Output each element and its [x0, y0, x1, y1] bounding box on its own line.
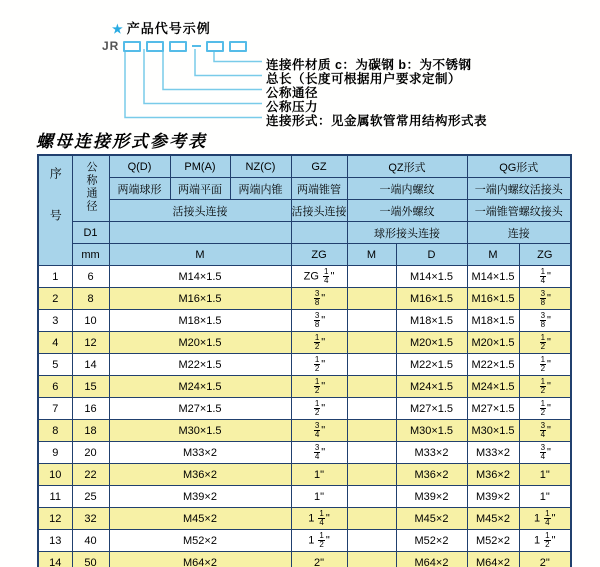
cell-zg: $\frac{3}{4}$ ": [291, 420, 347, 442]
cell-qg-zg: $\frac{1}{2}$ ": [519, 354, 571, 376]
header-unit-qz-m: M: [347, 244, 396, 266]
header-col-qd: Q(D): [109, 155, 170, 178]
cell-qg-zg: $\frac{3}{8}$ ": [519, 288, 571, 310]
header-dn: 公称通径: [72, 155, 109, 222]
cell-zg: $\frac{1}{2}$ ": [291, 398, 347, 420]
header-row-1: [38, 155, 571, 178]
header-sub-qd: 两端球形: [109, 178, 170, 200]
cell-zg: 1": [291, 464, 347, 486]
header-col-qz: QZ形式: [347, 155, 467, 178]
cell-dn-mm: 18: [72, 420, 109, 442]
table-header: [38, 155, 571, 266]
cell-zg: ZG $\frac{1}{4}$ ": [291, 266, 347, 288]
cell-zg: $\frac{1}{2}$ ": [291, 332, 347, 354]
table-row: [38, 552, 571, 567]
code-box-1: [123, 41, 141, 52]
cell-qz-d: M20×1.5: [396, 332, 467, 354]
code-prefix: JR: [102, 39, 120, 53]
cell-qg-zg: $\frac{3}{8}$ ": [519, 310, 571, 332]
table-row: [38, 530, 571, 552]
product-code-row: [102, 39, 252, 53]
table-row: [38, 508, 571, 530]
cell-qg-m: M18×1.5: [467, 310, 519, 332]
cell-seq: 11: [38, 486, 72, 508]
star-icon: ★: [112, 22, 124, 36]
table-row: [38, 310, 571, 332]
cell-m: M18×1.5: [109, 310, 291, 332]
cell-zg: $\frac{1}{2}$ ": [291, 376, 347, 398]
cell-qg-zg: $\frac{1}{4}$ ": [519, 266, 571, 288]
cell-m: M24×1.5: [109, 376, 291, 398]
cell-qg-zg: 1": [519, 486, 571, 508]
cell-qz-m: [347, 266, 396, 288]
cell-qz-m: [347, 464, 396, 486]
cell-qz-d: M36×2: [396, 464, 467, 486]
cell-qz-d: M22×1.5: [396, 354, 467, 376]
header-union-left: 活接头连接: [109, 200, 291, 222]
cell-m: M33×2: [109, 442, 291, 464]
cell-zg: $\frac{3}{8}$ ": [291, 288, 347, 310]
cell-qg-zg: 1 $\frac{1}{4}$ ": [519, 508, 571, 530]
cell-seq: 10: [38, 464, 72, 486]
header-sub-qg: 一端内螺纹活接头: [467, 178, 571, 200]
cell-dn-mm: 20: [72, 442, 109, 464]
cell-dn-mm: 40: [72, 530, 109, 552]
table-body: [38, 266, 571, 567]
cell-seq: 3: [38, 310, 72, 332]
table-row: [38, 420, 571, 442]
diagram-title: [112, 18, 211, 37]
cell-qz-m: [347, 332, 396, 354]
header-mm: mm: [72, 244, 109, 266]
header-unit-qg-m: M: [467, 244, 519, 266]
cell-zg: 2": [291, 552, 347, 567]
cell-qg-m: M27×1.5: [467, 398, 519, 420]
cell-seq: 13: [38, 530, 72, 552]
cell-m: M22×1.5: [109, 354, 291, 376]
header-unit-m: M: [109, 244, 291, 266]
table-row: [38, 464, 571, 486]
table-row: [38, 376, 571, 398]
cell-qg-zg: $\frac{1}{2}$ ": [519, 376, 571, 398]
cell-dn-mm: 8: [72, 288, 109, 310]
table-row: [38, 354, 571, 376]
cell-zg: $\frac{1}{2}$ ": [291, 354, 347, 376]
cell-seq: 7: [38, 398, 72, 420]
table-row: [38, 332, 571, 354]
cell-qg-zg: $\frac{1}{2}$ ": [519, 332, 571, 354]
code-box-3: [169, 41, 187, 52]
table-title: 螺母连接形式参考表: [36, 132, 207, 152]
cell-qz-d: M18×1.5: [396, 310, 467, 332]
cell-seq: 1: [38, 266, 72, 288]
cell-qg-m: M39×2: [467, 486, 519, 508]
cell-qg-zg: 1": [519, 464, 571, 486]
cell-qz-m: [347, 552, 396, 567]
cell-qz-m: [347, 420, 396, 442]
cell-zg: $\frac{3}{8}$ ": [291, 310, 347, 332]
cell-qg-zg: $\frac{3}{4}$ ": [519, 442, 571, 464]
cell-zg: $\frac{3}{4}$ ": [291, 442, 347, 464]
cell-seq: 8: [38, 420, 72, 442]
cell-m: M20×1.5: [109, 332, 291, 354]
code-box-2: [146, 41, 164, 52]
cell-qz-m: [347, 354, 396, 376]
cell-m: M52×2: [109, 530, 291, 552]
code-box-5: [229, 41, 247, 52]
cell-dn-mm: 32: [72, 508, 109, 530]
cell-qz-d: M30×1.5: [396, 420, 467, 442]
cell-qz-d: M33×2: [396, 442, 467, 464]
header-row-3: [38, 200, 571, 222]
cell-qz-d: M14×1.5: [396, 266, 467, 288]
cell-m: M30×1.5: [109, 420, 291, 442]
cell-dn-mm: 15: [72, 376, 109, 398]
diagram-title-text: 产品代号示例: [126, 21, 211, 36]
cell-qz-d: M24×1.5: [396, 376, 467, 398]
cell-qz-d: M64×2: [396, 552, 467, 567]
cell-seq: 9: [38, 442, 72, 464]
cell-seq: 14: [38, 552, 72, 567]
cell-qg-zg: $\frac{1}{2}$ ": [519, 398, 571, 420]
cell-qz-m: [347, 398, 396, 420]
header-row-2: [38, 178, 571, 200]
cell-m: M14×1.5: [109, 266, 291, 288]
label-connection-form: 连接形式：见金属软管常用结构形式表: [266, 114, 488, 128]
cell-qg-m: M22×1.5: [467, 354, 519, 376]
cell-qz-m: [347, 508, 396, 530]
cell-qg-zg: 2": [519, 552, 571, 567]
cell-qz-d: M16×1.5: [396, 288, 467, 310]
cell-zg: 1 $\frac{1}{4}$ ": [291, 508, 347, 530]
cell-qg-m: M52×2: [467, 530, 519, 552]
header-unit-qg-zg: ZG: [519, 244, 571, 266]
code-dash: [192, 45, 201, 47]
cell-seq: 12: [38, 508, 72, 530]
cell-qz-d: M52×2: [396, 530, 467, 552]
cell-dn-mm: 10: [72, 310, 109, 332]
cell-dn-mm: 22: [72, 464, 109, 486]
header-col-qg: QG形式: [467, 155, 571, 178]
label-total-length: 总长（长度可根据用户要求定制）: [266, 72, 462, 86]
header-connect-qg: 连接: [467, 222, 571, 244]
cell-m: M27×1.5: [109, 398, 291, 420]
table-row: [38, 398, 571, 420]
cell-seq: 2: [38, 288, 72, 310]
header-sub-gz: 两端锥管: [291, 178, 347, 200]
cell-dn-mm: 16: [72, 398, 109, 420]
cell-qz-m: [347, 310, 396, 332]
table-row: [38, 486, 571, 508]
header-sub-nzc: 两端内锥: [230, 178, 291, 200]
header-seq: 序号: [38, 155, 72, 266]
table-row: [38, 442, 571, 464]
header-d1: D1: [72, 222, 109, 244]
header-ball-joint-qz: 球形接头连接: [347, 222, 467, 244]
header-blank-gz: [291, 222, 347, 244]
cell-qg-m: M30×1.5: [467, 420, 519, 442]
cell-m: M64×2: [109, 552, 291, 567]
label-nominal-pn: 公称压力: [266, 100, 319, 114]
cell-qg-m: M64×2: [467, 552, 519, 567]
header-row-4: [38, 222, 571, 244]
cell-qg-m: M33×2: [467, 442, 519, 464]
cell-qg-m: M20×1.5: [467, 332, 519, 354]
cell-dn-mm: 12: [72, 332, 109, 354]
cell-dn-mm: 6: [72, 266, 109, 288]
product-code-diagram: [0, 0, 600, 127]
cell-zg: 1 $\frac{1}{2}$ ": [291, 530, 347, 552]
cell-qg-zg: 1 $\frac{1}{2}$ ": [519, 530, 571, 552]
cell-qz-m: [347, 486, 396, 508]
cell-dn-mm: 50: [72, 552, 109, 567]
cell-qz-d: M45×2: [396, 508, 467, 530]
cell-qz-m: [347, 442, 396, 464]
cell-dn-mm: 14: [72, 354, 109, 376]
header-col-nzc: NZ(C): [230, 155, 291, 178]
cell-qz-m: [347, 288, 396, 310]
label-nominal-dn: 公称通径: [266, 86, 319, 100]
header-row-5: [38, 244, 571, 266]
nut-connection-reference-table: [37, 154, 572, 567]
cell-seq: 5: [38, 354, 72, 376]
header-unit-qz-d: D: [396, 244, 467, 266]
cell-qz-m: [347, 376, 396, 398]
cell-m: M39×2: [109, 486, 291, 508]
cell-seq: 6: [38, 376, 72, 398]
header-taper-joint-qg: 一端锥管螺纹接头: [467, 200, 571, 222]
cell-qz-m: [347, 530, 396, 552]
table-row: [38, 266, 571, 288]
label-material: 连接件材质 c：为碳钢 b：为不锈钢: [266, 58, 472, 72]
cell-dn-mm: 25: [72, 486, 109, 508]
cell-qg-m: M16×1.5: [467, 288, 519, 310]
header-col-pma: PM(A): [170, 155, 230, 178]
table-row: [38, 288, 571, 310]
cell-qg-m: M24×1.5: [467, 376, 519, 398]
code-box-4: [206, 41, 224, 52]
cell-qg-m: M45×2: [467, 508, 519, 530]
header-ext-thread-qz: 一端外螺纹: [347, 200, 467, 222]
cell-seq: 4: [38, 332, 72, 354]
header-blank-m: [109, 222, 291, 244]
header-sub-pma: 两端平面: [170, 178, 230, 200]
cell-qg-m: M36×2: [467, 464, 519, 486]
cell-qg-zg: $\frac{3}{4}$ ": [519, 420, 571, 442]
cell-qg-m: M14×1.5: [467, 266, 519, 288]
cell-qz-d: M27×1.5: [396, 398, 467, 420]
cell-m: M45×2: [109, 508, 291, 530]
header-col-gz: GZ: [291, 155, 347, 178]
cell-m: M36×2: [109, 464, 291, 486]
header-union-gz: 活接头连接: [291, 200, 347, 222]
cell-qz-d: M39×2: [396, 486, 467, 508]
header-sub-qz: 一端内螺纹: [347, 178, 467, 200]
cell-m: M16×1.5: [109, 288, 291, 310]
header-unit-zg: ZG: [291, 244, 347, 266]
cell-zg: 1": [291, 486, 347, 508]
